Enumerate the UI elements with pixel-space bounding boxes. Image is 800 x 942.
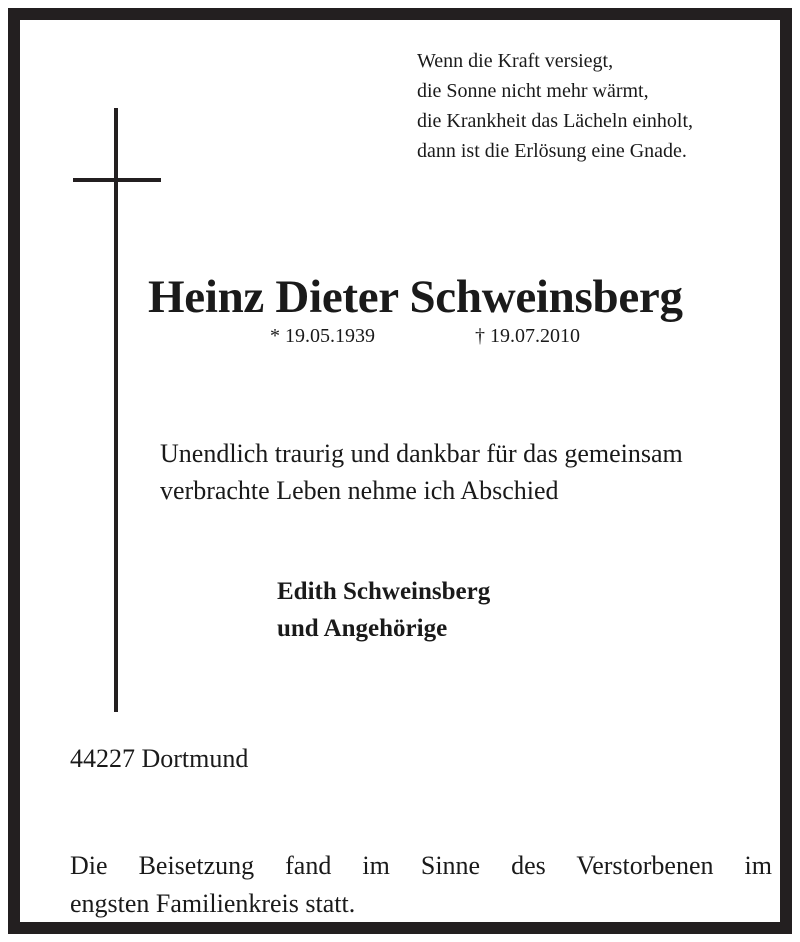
burial-note-line: engsten Familienkreis statt. [70, 889, 356, 918]
death-date: † 19.07.2010 [475, 325, 580, 347]
cross-icon-horizontal-bar [73, 178, 161, 182]
mourners-signature [277, 573, 490, 647]
deceased-name: Heinz Dieter Schweinsberg [148, 271, 683, 323]
poem-line: die Krankheit das Lächeln einholt, [417, 110, 694, 132]
obituary-frame [8, 8, 792, 934]
burial-note-line: Die Beisetzung fand im Sinne des Verstorbenen im [70, 851, 772, 880]
mourner-line: und Angehörige [277, 615, 448, 642]
farewell-text [160, 435, 683, 509]
mourner-line: Edith Schweinsberg [277, 578, 491, 605]
farewell-line: Unendlich traurig und dankbar für das gemeinsam [160, 439, 683, 468]
burial-note [70, 847, 772, 923]
poem-line: die Sonne nicht mehr wärmt, [417, 80, 649, 102]
poem-verse [417, 46, 693, 166]
poem-line: Wenn die Kraft versiegt, [417, 50, 614, 72]
birth-date: * 19.05.1939 [270, 325, 375, 347]
farewell-line: verbrachte Leben nehme ich Abschied [160, 476, 559, 505]
poem-line: dann ist die Erlösung eine Gnade. [417, 140, 687, 162]
location-text: 44227 Dortmund [70, 744, 249, 773]
cross-icon-vertical-bar [114, 108, 118, 712]
